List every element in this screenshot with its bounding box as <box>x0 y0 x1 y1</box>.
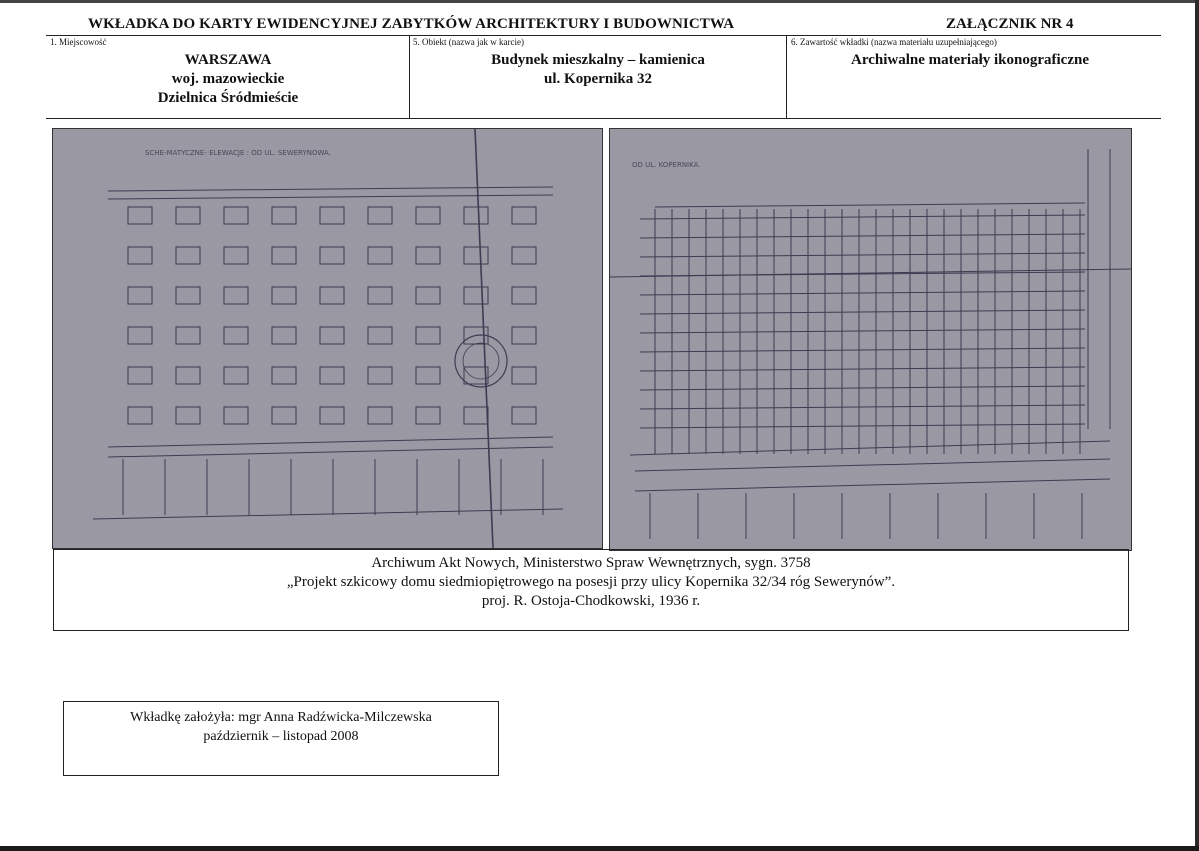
scan-top-edge <box>0 0 1199 3</box>
sketch-label-seweryny: SCHE-MATYCZNE- ELEWACJE : OD UL. SEWERYNOWA. <box>145 149 331 157</box>
author-box <box>63 701 499 776</box>
elevation-photo-kopernika <box>609 128 1132 551</box>
source-caption <box>53 549 1129 631</box>
object-address: ul. Kopernika 32 <box>544 71 652 87</box>
location-city: WARSZAWA <box>184 52 272 68</box>
contents-label: 6. Zawartość wkładki (nazwa materiału uzupełniającego) <box>791 37 997 47</box>
object-name: Budynek mieszkalny – kamienica <box>491 52 705 68</box>
author-date: październik – listopad 2008 <box>203 729 359 744</box>
fields-bottom-rule <box>46 118 1161 119</box>
object-field <box>450 51 746 89</box>
sketch-label-kopernika: OD UL. KOPERNIKA. <box>632 161 701 169</box>
location-field <box>110 51 346 108</box>
location-voivodeship: woj. mazowieckie <box>171 71 285 87</box>
contents-field <box>800 51 1140 70</box>
author-name: Wkładkę założyła: mgr Anna Radźwicka-Milczewska <box>130 710 432 725</box>
elevation-photo-seweryny <box>52 128 603 549</box>
caption-archive: Archiwum Akt Nowych, Ministerstwo Spraw Wewnętrznych, sygn. 3758 <box>371 555 811 571</box>
caption-architect: proj. R. Ostoja-Chodkowski, 1936 r. <box>481 593 701 609</box>
field-divider-2 <box>786 35 787 118</box>
header-rule <box>46 35 1161 36</box>
caption-project-title: „Projekt szkicowy domu siedmiopiętrowego na posesji przy ulicy Kopernika 32/34 róg Sewerynów”. <box>286 574 896 590</box>
scan-bottom-edge <box>0 846 1199 851</box>
annex-number: ZAŁĄCZNIK NR 4 <box>946 16 1074 32</box>
object-label: 5. Obiekt (nazwa jak w karcie) <box>413 37 524 47</box>
location-district: Dzielnica Śródmieście <box>157 90 299 106</box>
field-divider-1 <box>409 35 410 118</box>
elevation-sketch-kopernika <box>610 129 1131 550</box>
location-label: 1. Miejscowość <box>50 37 107 47</box>
contents-value: Archiwalne materiały ikonograficzne <box>850 52 1089 68</box>
scan-right-edge <box>1195 0 1199 851</box>
elevation-sketch-seweryny <box>53 129 602 548</box>
document-title: WKŁADKA DO KARTY EWIDENCYJNEJ ZABYTKÓW ARCHITEKTURY I BUDOWNICTWA <box>88 16 735 32</box>
